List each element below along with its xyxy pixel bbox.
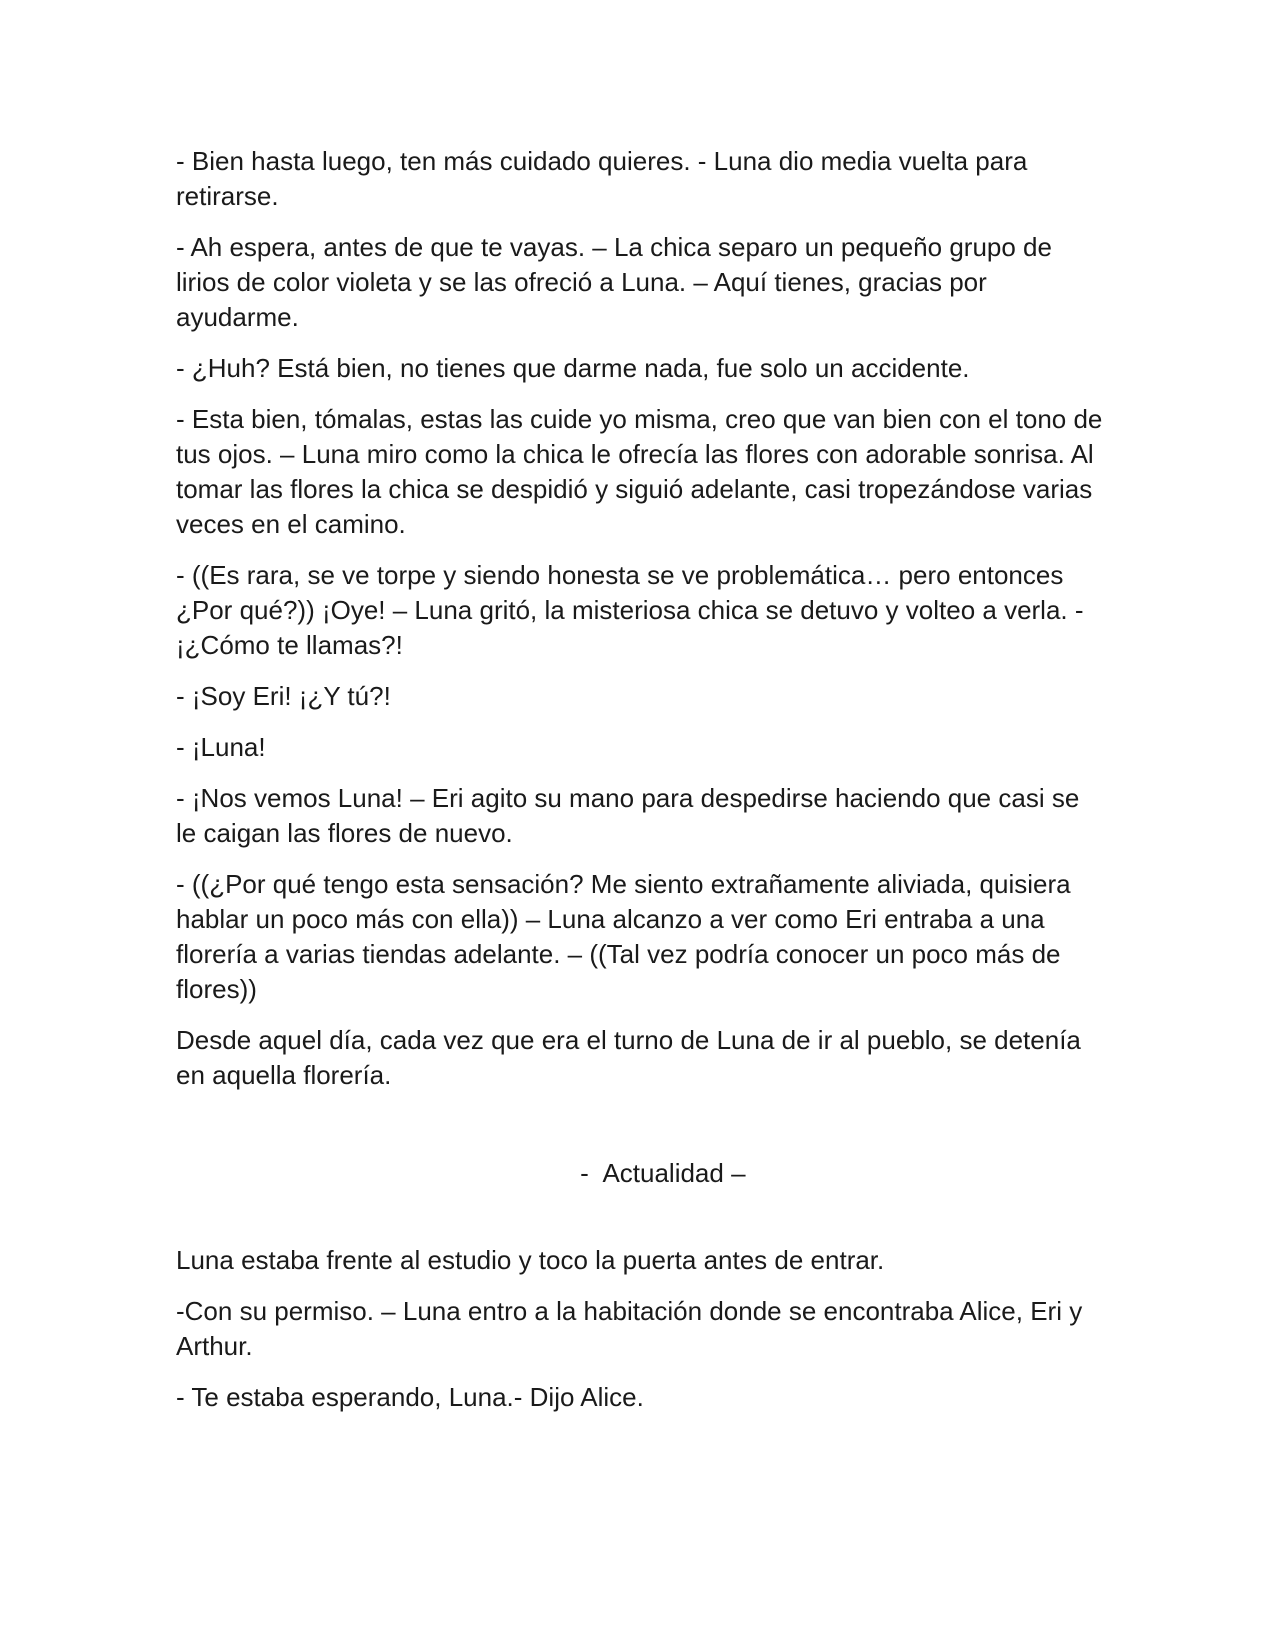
paragraph: -Con su permiso. – Luna entro a la habitación donde se encontraba Alice, Eri y Arthur. bbox=[176, 1296, 1083, 1361]
paragraph: - ((¿Por qué tengo esta sensación? Me siento extrañamente aliviada, quisiera hablar un poco más con ella)) – Luna alcanzo a ver como Eri entraba a una florería a varias tiendas adelante. – ((Tal vez podría conocer un poco más de flores)) bbox=[176, 869, 1071, 1004]
paragraph: - ¡Nos vemos Luna! – Eri agito su mano para despedirse haciendo que casi se le caigan las flores de nuevo. bbox=[176, 783, 1080, 848]
paragraph: - Esta bien, tómalas, estas las cuide yo misma, creo que van bien con el tono de tus ojos. – Luna miro como la chica le ofrecía las flores con adorable sonrisa. Al tomar las flores la chica se despidió y siguió adelante, casi tropezándose varias veces en el camino. bbox=[176, 404, 1103, 539]
document-body bbox=[176, 144, 1106, 1431]
paragraph: - Bien hasta luego, ten más cuidado quieres. - Luna dio media vuelta para retirarse. bbox=[176, 146, 1028, 211]
paragraph: - ¡Soy Eri! ¡¿Y tú?! bbox=[176, 681, 391, 711]
paragraph: Luna estaba frente al estudio y toco la puerta antes de entrar. bbox=[176, 1245, 885, 1275]
paragraph: - ¿Huh? Está bien, no tienes que darme nada, fue solo un accidente. bbox=[176, 353, 970, 383]
paragraph: - Ah espera, antes de que te vayas. – La chica separo un pequeño grupo de lirios de color violeta y se las ofreció a Luna. – Aquí tienes, gracias por ayudarme. bbox=[176, 232, 1052, 332]
paragraph: - ((Es rara, se ve torpe y siendo honesta se ve problemática… pero entonces ¿Por qué?)) ¡Oye! – Luna gritó, la misteriosa chica se detuvo y volteo a verla. - ¡¿Cómo te llamas?! bbox=[176, 560, 1084, 660]
section-heading bbox=[176, 1156, 1106, 1191]
paragraph: - ¡Luna! bbox=[176, 732, 266, 762]
section-heading-dash: - bbox=[580, 1158, 589, 1188]
paragraph: Desde aquel día, cada vez que era el turno de Luna de ir al pueblo, se detenía en aquella florería. bbox=[176, 1025, 1081, 1090]
paragraph: - Te estaba esperando, Luna.- Dijo Alice. bbox=[176, 1382, 644, 1412]
section-heading-title: Actualidad – bbox=[602, 1158, 746, 1188]
